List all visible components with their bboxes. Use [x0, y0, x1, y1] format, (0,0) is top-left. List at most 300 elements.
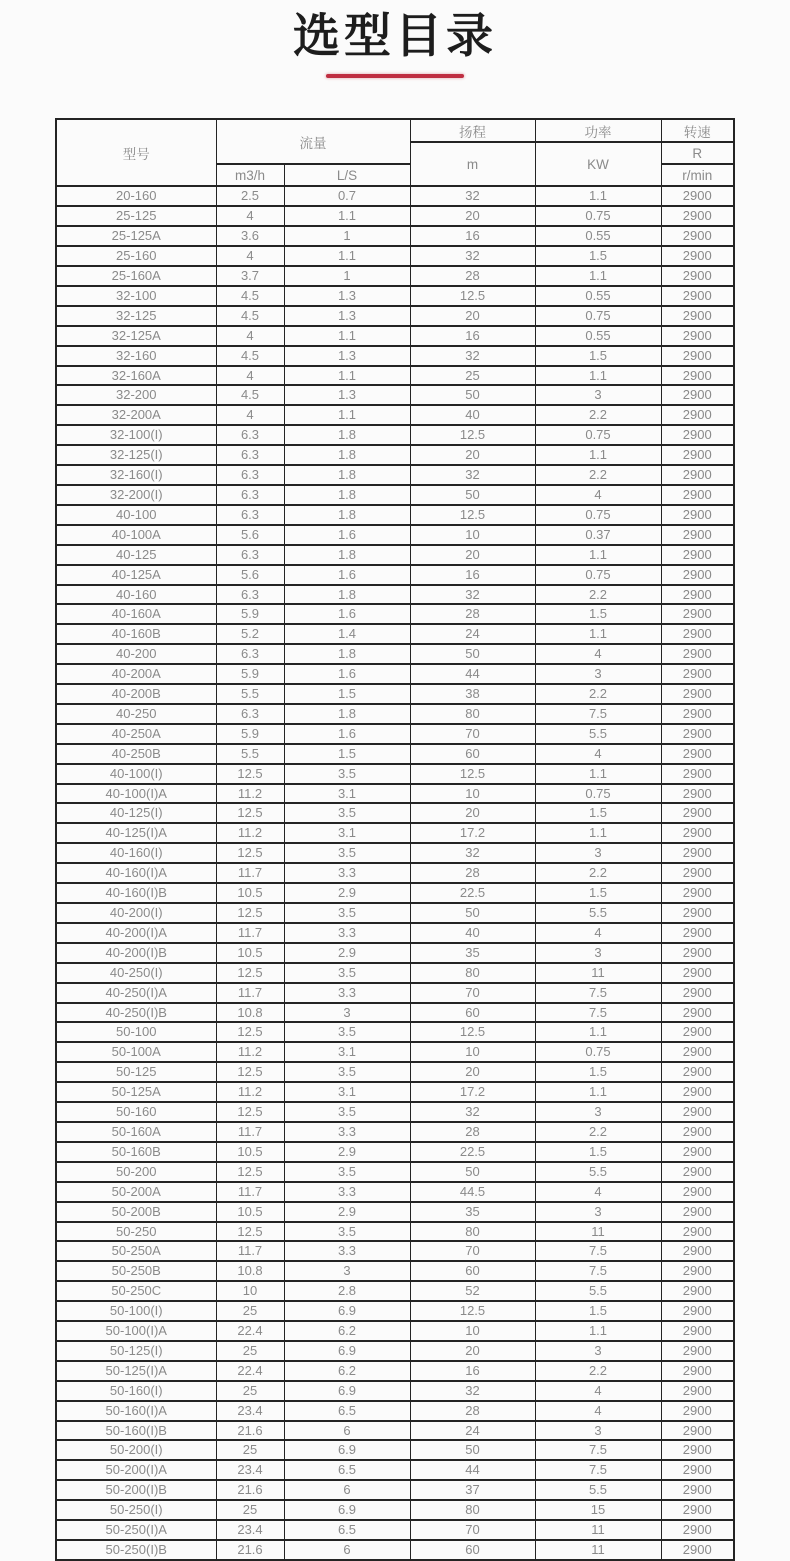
head-m-cell: 80	[410, 1500, 535, 1520]
speed-cell: 2900	[661, 585, 734, 605]
table-row	[56, 863, 734, 883]
title-accent-bar	[326, 74, 464, 78]
table-row	[56, 983, 734, 1003]
model-cell: 32-160A	[56, 366, 216, 386]
flow-m3h-cell: 11.2	[216, 784, 284, 804]
speed-cell: 2900	[661, 764, 734, 784]
speed-cell: 2900	[661, 326, 734, 346]
speed-cell: 2900	[661, 1003, 734, 1023]
head-m-cell: 12.5	[410, 286, 535, 306]
flow-ls-cell: 1	[284, 226, 410, 246]
flow-m3h-cell: 4.5	[216, 306, 284, 326]
head-m-cell: 70	[410, 1520, 535, 1540]
flow-m3h-cell: 11.7	[216, 1241, 284, 1261]
power-kw-cell: 5.5	[535, 1480, 661, 1500]
flow-ls-cell: 3.5	[284, 903, 410, 923]
power-kw-cell: 1.5	[535, 604, 661, 624]
flow-m3h-cell: 10.5	[216, 1142, 284, 1162]
flow-m3h-cell: 5.6	[216, 565, 284, 585]
power-kw-cell: 0.75	[535, 505, 661, 525]
speed-cell: 2900	[661, 1520, 734, 1540]
head-m-cell: 50	[410, 1162, 535, 1182]
head-m-cell: 35	[410, 943, 535, 963]
head-m-cell: 22.5	[410, 883, 535, 903]
table-row	[56, 485, 734, 505]
flow-ls-cell: 3.3	[284, 923, 410, 943]
flow-m3h-cell: 6.3	[216, 545, 284, 565]
speed-cell: 2900	[661, 1261, 734, 1281]
flow-ls-cell: 3.1	[284, 784, 410, 804]
head-m-cell: 10	[410, 1321, 535, 1341]
flow-ls-cell: 6.9	[284, 1381, 410, 1401]
speed-cell: 2900	[661, 744, 734, 764]
header-speed: 转速	[661, 119, 734, 142]
head-m-cell: 32	[410, 246, 535, 266]
speed-cell: 2900	[661, 863, 734, 883]
flow-ls-cell: 3.1	[284, 823, 410, 843]
table-row	[56, 1082, 734, 1102]
flow-m3h-cell: 12.5	[216, 1162, 284, 1182]
flow-ls-cell: 1.6	[284, 604, 410, 624]
speed-cell: 2900	[661, 425, 734, 445]
model-cell: 40-200A	[56, 664, 216, 684]
power-kw-cell: 5.5	[535, 903, 661, 923]
flow-ls-cell: 3.5	[284, 843, 410, 863]
table-row	[56, 644, 734, 664]
power-kw-cell: 11	[535, 1520, 661, 1540]
model-cell: 40-125(I)A	[56, 823, 216, 843]
flow-m3h-cell: 21.6	[216, 1540, 284, 1560]
flow-ls-cell: 1.5	[284, 744, 410, 764]
table-row	[56, 943, 734, 963]
table-row	[56, 266, 734, 286]
table-row	[56, 1142, 734, 1162]
power-kw-cell: 4	[535, 1182, 661, 1202]
flow-m3h-cell: 6.3	[216, 465, 284, 485]
table-row	[56, 923, 734, 943]
power-kw-cell: 0.75	[535, 425, 661, 445]
head-m-cell: 10	[410, 1042, 535, 1062]
model-cell: 32-125(I)	[56, 445, 216, 465]
flow-m3h-cell: 3.7	[216, 266, 284, 286]
head-m-cell: 20	[410, 1062, 535, 1082]
flow-ls-cell: 6	[284, 1421, 410, 1441]
model-cell: 40-250(I)	[56, 963, 216, 983]
power-kw-cell: 0.55	[535, 226, 661, 246]
speed-cell: 2900	[661, 1460, 734, 1480]
speed-cell: 2900	[661, 704, 734, 724]
model-cell: 25-160	[56, 246, 216, 266]
flow-m3h-cell: 12.5	[216, 1102, 284, 1122]
power-kw-cell: 0.75	[535, 306, 661, 326]
flow-m3h-cell: 4	[216, 405, 284, 425]
power-kw-cell: 1.1	[535, 186, 661, 206]
flow-m3h-cell: 25	[216, 1500, 284, 1520]
power-kw-cell: 15	[535, 1500, 661, 1520]
header-head: 扬程	[410, 119, 535, 142]
flow-ls-cell: 3.5	[284, 1102, 410, 1122]
flow-ls-cell: 1.8	[284, 425, 410, 445]
speed-cell: 2900	[661, 1222, 734, 1242]
flow-ls-cell: 3.3	[284, 1241, 410, 1261]
flow-ls-cell: 2.9	[284, 943, 410, 963]
model-cell: 40-200(I)A	[56, 923, 216, 943]
table-row	[56, 664, 734, 684]
flow-ls-cell: 1.4	[284, 624, 410, 644]
table-row	[56, 784, 734, 804]
head-m-cell: 40	[410, 405, 535, 425]
model-cell: 50-200	[56, 1162, 216, 1182]
flow-m3h-cell: 6.3	[216, 704, 284, 724]
speed-cell: 2900	[661, 1440, 734, 1460]
flow-m3h-cell: 11.7	[216, 863, 284, 883]
flow-m3h-cell: 10.5	[216, 943, 284, 963]
table-row	[56, 1460, 734, 1480]
power-kw-cell: 4	[535, 1401, 661, 1421]
table-row	[56, 1202, 734, 1222]
power-kw-cell: 4	[535, 923, 661, 943]
model-cell: 25-160A	[56, 266, 216, 286]
model-cell: 20-160	[56, 186, 216, 206]
speed-cell: 2900	[661, 903, 734, 923]
power-kw-cell: 1.5	[535, 346, 661, 366]
flow-m3h-cell: 12.5	[216, 1062, 284, 1082]
power-kw-cell: 2.2	[535, 684, 661, 704]
flow-ls-cell: 1.1	[284, 206, 410, 226]
flow-m3h-cell: 3.6	[216, 226, 284, 246]
flow-m3h-cell: 11.7	[216, 983, 284, 1003]
speed-cell: 2900	[661, 366, 734, 386]
head-m-cell: 16	[410, 226, 535, 246]
head-m-cell: 80	[410, 963, 535, 983]
head-m-cell: 20	[410, 206, 535, 226]
flow-ls-cell: 1.8	[284, 465, 410, 485]
table-row	[56, 1162, 734, 1182]
flow-m3h-cell: 2.5	[216, 186, 284, 206]
speed-cell: 2900	[661, 1401, 734, 1421]
flow-ls-cell: 6.9	[284, 1500, 410, 1520]
power-kw-cell: 1.5	[535, 1301, 661, 1321]
flow-ls-cell: 1.3	[284, 306, 410, 326]
table-row	[56, 1042, 734, 1062]
flow-m3h-cell: 12.5	[216, 963, 284, 983]
header-power: 功率	[535, 119, 661, 142]
power-kw-cell: 1.1	[535, 1321, 661, 1341]
speed-cell: 2900	[661, 206, 734, 226]
head-m-cell: 40	[410, 923, 535, 943]
flow-ls-cell: 6.9	[284, 1440, 410, 1460]
power-kw-cell: 2.2	[535, 405, 661, 425]
model-cell: 50-200(I)	[56, 1440, 216, 1460]
speed-cell: 2900	[661, 883, 734, 903]
speed-cell: 2900	[661, 286, 734, 306]
flow-ls-cell: 3.5	[284, 963, 410, 983]
speed-cell: 2900	[661, 226, 734, 246]
head-m-cell: 52	[410, 1281, 535, 1301]
power-kw-cell: 7.5	[535, 1440, 661, 1460]
table-row	[56, 883, 734, 903]
head-m-cell: 70	[410, 1241, 535, 1261]
power-kw-cell: 3	[535, 385, 661, 405]
flow-ls-cell: 1.5	[284, 684, 410, 704]
flow-ls-cell: 6.9	[284, 1341, 410, 1361]
flow-m3h-cell: 5.6	[216, 525, 284, 545]
model-cell: 40-200(I)B	[56, 943, 216, 963]
table-row	[56, 1062, 734, 1082]
model-cell: 50-250	[56, 1222, 216, 1242]
head-m-cell: 10	[410, 525, 535, 545]
model-cell: 50-160(I)B	[56, 1421, 216, 1441]
head-m-cell: 12.5	[410, 425, 535, 445]
head-m-cell: 44	[410, 664, 535, 684]
model-cell: 40-160(I)B	[56, 883, 216, 903]
flow-m3h-cell: 11.2	[216, 1042, 284, 1062]
speed-cell: 2900	[661, 1022, 734, 1042]
head-m-cell: 50	[410, 1440, 535, 1460]
flow-ls-cell: 1.3	[284, 346, 410, 366]
speed-cell: 2900	[661, 923, 734, 943]
flow-m3h-cell: 10.8	[216, 1261, 284, 1281]
flow-ls-cell: 2.9	[284, 1142, 410, 1162]
power-kw-cell: 7.5	[535, 1460, 661, 1480]
power-kw-cell: 1.1	[535, 1082, 661, 1102]
speed-cell: 2900	[661, 1381, 734, 1401]
model-cell: 40-125A	[56, 565, 216, 585]
power-kw-cell: 0.75	[535, 206, 661, 226]
model-cell: 50-200B	[56, 1202, 216, 1222]
head-m-cell: 60	[410, 744, 535, 764]
table-row	[56, 346, 734, 366]
table-row	[56, 565, 734, 585]
table-row	[56, 1401, 734, 1421]
header-speed-unit-rmin: r/min	[661, 164, 734, 186]
speed-cell: 2900	[661, 505, 734, 525]
flow-ls-cell: 3.5	[284, 803, 410, 823]
flow-m3h-cell: 11.7	[216, 923, 284, 943]
power-kw-cell: 1.1	[535, 366, 661, 386]
flow-ls-cell: 1.8	[284, 485, 410, 505]
model-cell: 50-200(I)B	[56, 1480, 216, 1500]
flow-m3h-cell: 10.8	[216, 1003, 284, 1023]
speed-cell: 2900	[661, 525, 734, 545]
power-kw-cell: 1.5	[535, 1062, 661, 1082]
power-kw-cell: 2.2	[535, 465, 661, 485]
model-cell: 50-100	[56, 1022, 216, 1042]
table-row	[56, 1500, 734, 1520]
speed-cell: 2900	[661, 545, 734, 565]
flow-ls-cell: 3.1	[284, 1042, 410, 1062]
power-kw-cell: 1.1	[535, 545, 661, 565]
flow-ls-cell: 1.8	[284, 445, 410, 465]
speed-cell: 2900	[661, 385, 734, 405]
speed-cell: 2900	[661, 266, 734, 286]
model-cell: 50-250(I)A	[56, 1520, 216, 1540]
table-row	[56, 724, 734, 744]
model-cell: 32-100	[56, 286, 216, 306]
head-m-cell: 28	[410, 604, 535, 624]
power-kw-cell: 1.1	[535, 764, 661, 784]
speed-cell: 2900	[661, 1162, 734, 1182]
power-kw-cell: 2.2	[535, 1361, 661, 1381]
speed-cell: 2900	[661, 1142, 734, 1162]
table-row	[56, 1480, 734, 1500]
model-cell: 32-160(I)	[56, 465, 216, 485]
flow-ls-cell: 1.8	[284, 704, 410, 724]
flow-m3h-cell: 25	[216, 1341, 284, 1361]
table-row	[56, 1102, 734, 1122]
flow-ls-cell: 3.5	[284, 764, 410, 784]
model-cell: 40-100A	[56, 525, 216, 545]
table-row	[56, 1540, 734, 1560]
head-m-cell: 50	[410, 903, 535, 923]
table-row	[56, 385, 734, 405]
flow-ls-cell: 1.1	[284, 246, 410, 266]
flow-m3h-cell: 11.7	[216, 1182, 284, 1202]
speed-cell: 2900	[661, 1241, 734, 1261]
flow-ls-cell: 6.5	[284, 1460, 410, 1480]
table-row	[56, 1241, 734, 1261]
power-kw-cell: 7.5	[535, 983, 661, 1003]
power-kw-cell: 11	[535, 1222, 661, 1242]
table-row	[56, 545, 734, 565]
head-m-cell: 20	[410, 803, 535, 823]
table-row	[56, 744, 734, 764]
model-cell: 25-125	[56, 206, 216, 226]
speed-cell: 2900	[661, 983, 734, 1003]
model-cell: 50-125A	[56, 1082, 216, 1102]
table-row	[56, 226, 734, 246]
head-m-cell: 37	[410, 1480, 535, 1500]
flow-ls-cell: 1.1	[284, 326, 410, 346]
flow-m3h-cell: 4	[216, 246, 284, 266]
speed-cell: 2900	[661, 684, 734, 704]
speed-cell: 2900	[661, 664, 734, 684]
head-m-cell: 20	[410, 545, 535, 565]
table-row	[56, 1261, 734, 1281]
power-kw-cell: 11	[535, 1540, 661, 1560]
flow-ls-cell: 3.5	[284, 1022, 410, 1042]
model-cell: 50-100(I)A	[56, 1321, 216, 1341]
table-row	[56, 186, 734, 206]
head-m-cell: 17.2	[410, 1082, 535, 1102]
head-m-cell: 16	[410, 565, 535, 585]
flow-m3h-cell: 25	[216, 1301, 284, 1321]
model-cell: 50-160(I)A	[56, 1401, 216, 1421]
flow-ls-cell: 1.8	[284, 505, 410, 525]
flow-m3h-cell: 6.3	[216, 585, 284, 605]
flow-m3h-cell: 6.3	[216, 445, 284, 465]
flow-m3h-cell: 6.3	[216, 505, 284, 525]
model-cell: 40-200(I)	[56, 903, 216, 923]
power-kw-cell: 1.5	[535, 246, 661, 266]
table-row	[56, 624, 734, 644]
model-cell: 50-250A	[56, 1241, 216, 1261]
power-kw-cell: 1.1	[535, 823, 661, 843]
flow-m3h-cell: 4.5	[216, 286, 284, 306]
model-cell: 50-250B	[56, 1261, 216, 1281]
flow-m3h-cell: 12.5	[216, 1022, 284, 1042]
flow-m3h-cell: 11.7	[216, 1122, 284, 1142]
model-cell: 40-200	[56, 644, 216, 664]
model-cell: 50-250(I)	[56, 1500, 216, 1520]
header-power-unit: KW	[535, 142, 661, 186]
flow-m3h-cell: 23.4	[216, 1401, 284, 1421]
head-m-cell: 17.2	[410, 823, 535, 843]
head-m-cell: 20	[410, 1341, 535, 1361]
model-cell: 40-250B	[56, 744, 216, 764]
speed-cell: 2900	[661, 1062, 734, 1082]
flow-m3h-cell: 22.4	[216, 1321, 284, 1341]
power-kw-cell: 5.5	[535, 1162, 661, 1182]
flow-m3h-cell: 6.3	[216, 485, 284, 505]
selection-catalog-table	[55, 118, 735, 1561]
flow-m3h-cell: 4	[216, 326, 284, 346]
table-row	[56, 525, 734, 545]
flow-m3h-cell: 6.3	[216, 644, 284, 664]
speed-cell: 2900	[661, 843, 734, 863]
model-cell: 32-125A	[56, 326, 216, 346]
flow-ls-cell: 1.1	[284, 405, 410, 425]
speed-cell: 2900	[661, 246, 734, 266]
flow-m3h-cell: 12.5	[216, 803, 284, 823]
power-kw-cell: 1.5	[535, 883, 661, 903]
head-m-cell: 16	[410, 326, 535, 346]
head-m-cell: 35	[410, 1202, 535, 1222]
flow-ls-cell: 6	[284, 1540, 410, 1560]
flow-ls-cell: 1	[284, 266, 410, 286]
power-kw-cell: 5.5	[535, 1281, 661, 1301]
head-m-cell: 80	[410, 704, 535, 724]
head-m-cell: 60	[410, 1540, 535, 1560]
flow-ls-cell: 1.6	[284, 565, 410, 585]
model-cell: 50-250(I)B	[56, 1540, 216, 1560]
model-cell: 50-160B	[56, 1142, 216, 1162]
flow-m3h-cell: 4.5	[216, 385, 284, 405]
power-kw-cell: 1.1	[535, 624, 661, 644]
speed-cell: 2900	[661, 1082, 734, 1102]
power-kw-cell: 4	[535, 744, 661, 764]
flow-m3h-cell: 4.5	[216, 346, 284, 366]
head-m-cell: 38	[410, 684, 535, 704]
flow-ls-cell: 1.1	[284, 366, 410, 386]
flow-m3h-cell: 12.5	[216, 903, 284, 923]
flow-m3h-cell: 25	[216, 1440, 284, 1460]
power-kw-cell: 0.75	[535, 784, 661, 804]
head-m-cell: 12.5	[410, 505, 535, 525]
flow-ls-cell: 3.3	[284, 1122, 410, 1142]
flow-ls-cell: 3.5	[284, 1062, 410, 1082]
head-m-cell: 16	[410, 1361, 535, 1381]
head-m-cell: 28	[410, 266, 535, 286]
flow-m3h-cell: 5.9	[216, 604, 284, 624]
flow-m3h-cell: 23.4	[216, 1460, 284, 1480]
model-cell: 50-160	[56, 1102, 216, 1122]
speed-cell: 2900	[661, 485, 734, 505]
head-m-cell: 28	[410, 1401, 535, 1421]
power-kw-cell: 3	[535, 843, 661, 863]
table-row	[56, 963, 734, 983]
flow-ls-cell: 6.2	[284, 1321, 410, 1341]
head-m-cell: 44.5	[410, 1182, 535, 1202]
speed-cell: 2900	[661, 1480, 734, 1500]
power-kw-cell: 0.55	[535, 326, 661, 346]
table-header	[56, 119, 734, 186]
head-m-cell: 12.5	[410, 1022, 535, 1042]
flow-m3h-cell: 4	[216, 366, 284, 386]
flow-m3h-cell: 5.9	[216, 724, 284, 744]
speed-cell: 2900	[661, 784, 734, 804]
flow-m3h-cell: 11.2	[216, 1082, 284, 1102]
